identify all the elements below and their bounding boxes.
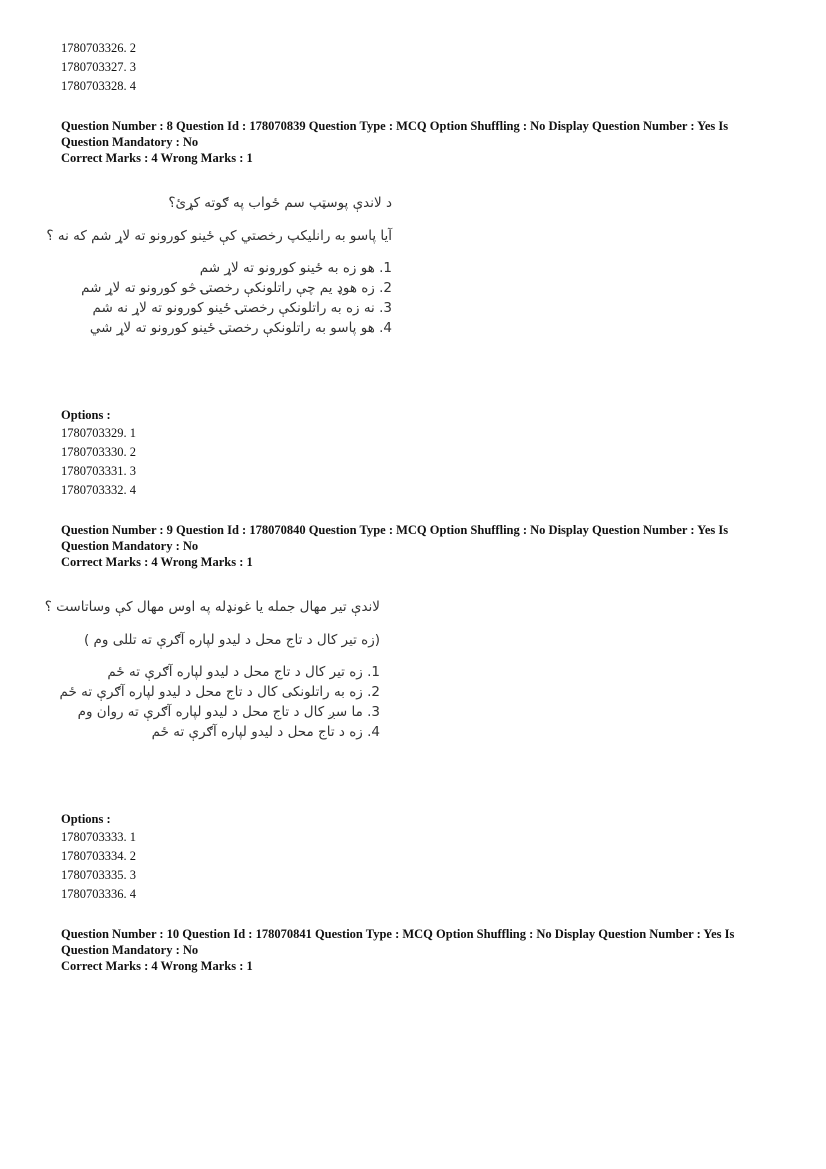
question-text-image: [84, 631, 380, 649]
question-prompt-image: [168, 194, 392, 212]
option-row: 1780703327. 3: [61, 60, 136, 74]
option-number: 1: [129, 830, 136, 844]
option-row: 1780703328. 4: [61, 79, 136, 93]
question-marks: Correct Marks : 4 Wrong Marks : 1: [61, 555, 253, 569]
choice-text: 2. زه هوډ يم چې راتلونکې رخصتۍ څو کورونو ته لاړ شم: [81, 280, 392, 296]
question-marks: Correct Marks : 4 Wrong Marks : 1: [61, 959, 253, 973]
options-label: Options :: [61, 812, 111, 826]
question-header: Question Number : 10 Question Id : 178070841 Question Type : MCQ Option Shuffling : No Display Question Number : Yes Is: [61, 927, 735, 941]
question-prompt-image: [45, 598, 380, 616]
option-id: 1780703326: [61, 41, 124, 55]
choice-text: 2. زه به راتلونکی کال د تاج محل د لیدو لپاره آګرې ته ځم: [59, 684, 380, 700]
option-row: 1780703326. 2: [61, 41, 136, 55]
choice-text: 4. زه د تاج محل د لیدو لپاره آګرې ته ځم: [151, 724, 380, 740]
option-id: 1780703334: [61, 849, 124, 863]
option-row: 1780703333. 1: [61, 830, 136, 844]
question-marks: Correct Marks : 4 Wrong Marks : 1: [61, 151, 253, 165]
option-row: 1780703330. 2: [61, 445, 136, 459]
question-text: آیا پاسو به رانلیکپ رخصتي کې ځینو کورونو ته لاړ شم که نه ؟: [46, 228, 392, 244]
option-number: 2: [129, 41, 136, 55]
question-text-image: [46, 227, 392, 245]
option-number: 4: [129, 483, 136, 497]
option-id: 1780703330: [61, 445, 124, 459]
question-header: Question Number : 8 Question Id : 178070839 Question Type : MCQ Option Shuffling : No Display Question Number : Yes Is: [61, 119, 729, 133]
option-id: 1780703331: [61, 464, 124, 478]
option-number: 4: [129, 887, 136, 901]
choice-text: 3. نه زه به راتلونکې رخصتۍ ځینو کورونو ته لاړ نه شم: [92, 300, 392, 316]
question-mandatory: Question Mandatory : No: [61, 943, 199, 957]
option-row: 1780703334. 2: [61, 849, 136, 863]
option-row: 1780703332. 4: [61, 483, 136, 497]
option-number: 2: [129, 445, 136, 459]
option-row: 1780703335. 3: [61, 868, 136, 882]
option-number: 3: [129, 464, 136, 478]
question-prompt: د لاندې پوسټپ سم ځواب په ګوته کړئ؟: [168, 195, 392, 211]
choice-text: 1. هو زه به ځینو کورونو ته لاړ شم: [199, 260, 392, 276]
option-id: 1780703327: [61, 60, 124, 74]
question-header: Question Number : 9 Question Id : 178070840 Question Type : MCQ Option Shuffling : No Display Question Number : Yes Is: [61, 523, 729, 537]
choice-text: 3. ما سږ کال د تاج محل د لیدو لپاره آګرې ته روان وم: [77, 704, 380, 720]
question-choices-image: [81, 258, 392, 338]
option-number: 3: [129, 868, 136, 882]
question-text: (زه تیر کال د تاج محل د لیدو لپاره آګرې ته تللی وم ): [83, 632, 380, 648]
option-id: 1780703332: [61, 483, 124, 497]
options-label: Options :: [61, 408, 111, 422]
question-mandatory: Question Mandatory : No: [61, 135, 199, 149]
question-choices-image: [59, 662, 380, 742]
choice-text: 1. زه تیر کال د تاج محل د لیدو لپاره آګرې ته ځم: [107, 664, 380, 680]
question-prompt: لاندې تیر مهال جمله یا غونډله په اوس مهال کې وساتاست ؟: [44, 599, 380, 615]
option-row: 1780703331. 3: [61, 464, 136, 478]
option-number: 4: [129, 79, 136, 93]
question-mandatory: Question Mandatory : No: [61, 539, 199, 553]
option-number: 3: [129, 60, 136, 74]
choice-text: 4. هو پاسو به راتلونکې رخصتۍ ځینو کورونو ته لاړ شي: [89, 320, 392, 336]
option-number: 1: [129, 426, 136, 440]
option-row: 1780703336. 4: [61, 887, 136, 901]
option-row: 1780703329. 1: [61, 426, 136, 440]
option-id: 1780703333: [61, 830, 124, 844]
option-number: 2: [129, 849, 136, 863]
option-id: 1780703329: [61, 426, 124, 440]
option-id: 1780703336: [61, 887, 124, 901]
option-id: 1780703328: [61, 79, 124, 93]
option-id: 1780703335: [61, 868, 124, 882]
